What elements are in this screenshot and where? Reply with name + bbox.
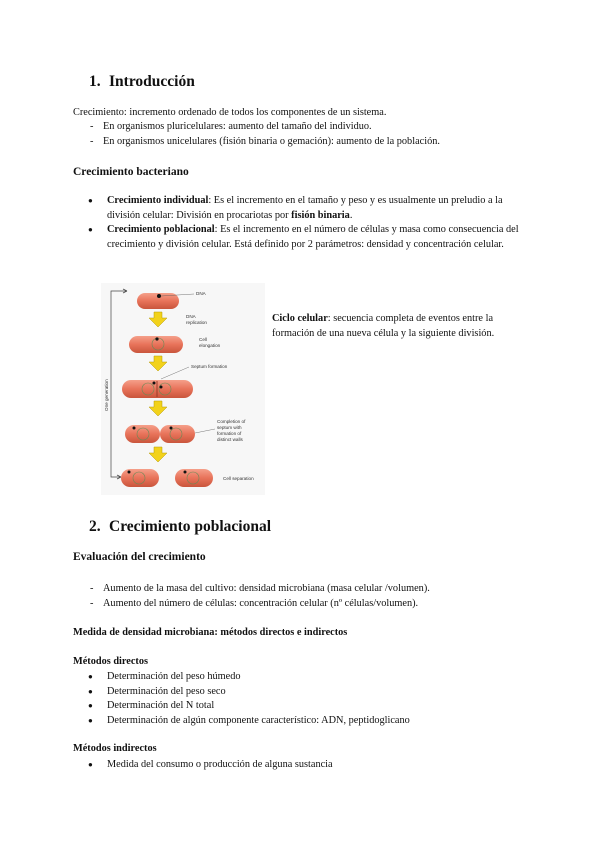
evaluation-list bbox=[73, 582, 533, 611]
list-item: ● Determinación de algún componente característico: ADN, peptidoglicano bbox=[73, 714, 533, 729]
svg-text:elongation: elongation bbox=[199, 343, 221, 348]
list-item: ● Crecimiento individual: Es el incremento en el tamaño y peso y es usualmente un preludio a la división celular: División en procariotas por fisión binaria. bbox=[73, 194, 533, 223]
direct-methods-heading: Métodos directos bbox=[73, 656, 149, 667]
indirect-methods-list bbox=[73, 758, 533, 773]
cell-shape bbox=[160, 425, 195, 443]
svg-text:distinct walls: distinct walls bbox=[217, 437, 243, 442]
intro-list bbox=[73, 120, 533, 149]
svg-text:formation of: formation of bbox=[217, 431, 242, 436]
term: Ciclo celular bbox=[272, 313, 328, 324]
list-item: - En organismos unicelulares (fisión binaria o gemación): aumento de la población. bbox=[73, 135, 533, 150]
bacterial-growth-heading: Crecimiento bacteriano bbox=[73, 166, 189, 178]
svg-text:DNA: DNA bbox=[196, 291, 206, 296]
binary-fission-diagram bbox=[101, 283, 265, 495]
binary-fission-figure bbox=[101, 283, 265, 495]
bacterial-list bbox=[73, 194, 533, 252]
section-number: 2. bbox=[89, 518, 101, 535]
intro-text: Crecimiento: incremento ordenado de todos los componentes de un sistema. bbox=[73, 107, 387, 118]
list-item: - Aumento de la masa del cultivo: densidad microbiana (masa celular /volumen). bbox=[73, 582, 533, 597]
direct-methods-list bbox=[73, 670, 533, 728]
list-item: ● Determinación del peso húmedo bbox=[73, 670, 533, 685]
svg-text:DNA: DNA bbox=[186, 314, 196, 319]
density-heading: Medida de densidad microbiana: métodos directos e indirectos bbox=[73, 627, 348, 638]
cell-shape bbox=[175, 469, 213, 487]
svg-text:Septum formation: Septum formation bbox=[191, 364, 228, 369]
term: Crecimiento poblacional bbox=[107, 224, 215, 235]
list-item: ● Medida del consumo o producción de alguna sustancia bbox=[73, 758, 533, 773]
list-item: ● Crecimiento poblacional: Es el incremento en el número de células y masa como consecuencia del crecimiento y división celular. Está definido por 2 parámetros: densidad y concentración celular. bbox=[73, 223, 533, 252]
cell-shape bbox=[121, 469, 159, 487]
generation-label: One generation bbox=[104, 379, 109, 411]
list-item: - Aumento del número de células: concentración celular (nº células/volumen). bbox=[73, 597, 533, 612]
cell-shape bbox=[125, 425, 160, 443]
svg-text:Completion of: Completion of bbox=[217, 419, 246, 424]
svg-text:septum with: septum with bbox=[217, 425, 242, 430]
svg-text:replication: replication bbox=[186, 320, 207, 325]
term: Crecimiento individual bbox=[107, 195, 209, 206]
section-title: Introducción bbox=[109, 73, 195, 90]
cell-cycle-definition: Ciclo celular: secuencia completa de eventos entre la formación de una nueva célula y la siguiente división. bbox=[272, 313, 495, 339]
svg-text:Cell: Cell bbox=[199, 337, 207, 342]
list-item: ● Determinación del N total bbox=[73, 699, 533, 714]
indirect-methods-heading: Métodos indirectos bbox=[73, 743, 157, 754]
list-item: ● Determinación del peso seco bbox=[73, 685, 533, 700]
list-item: - En organismos pluricelulares: aumento del tamaño del individuo. bbox=[73, 120, 533, 135]
svg-text:Cell separation: Cell separation bbox=[223, 476, 254, 481]
section-1-heading bbox=[89, 73, 195, 91]
section-2-heading bbox=[89, 518, 271, 536]
section-number: 1. bbox=[89, 73, 101, 90]
section-title: Crecimiento poblacional bbox=[109, 518, 272, 535]
growth-evaluation-heading: Evaluación del crecimiento bbox=[73, 551, 206, 563]
